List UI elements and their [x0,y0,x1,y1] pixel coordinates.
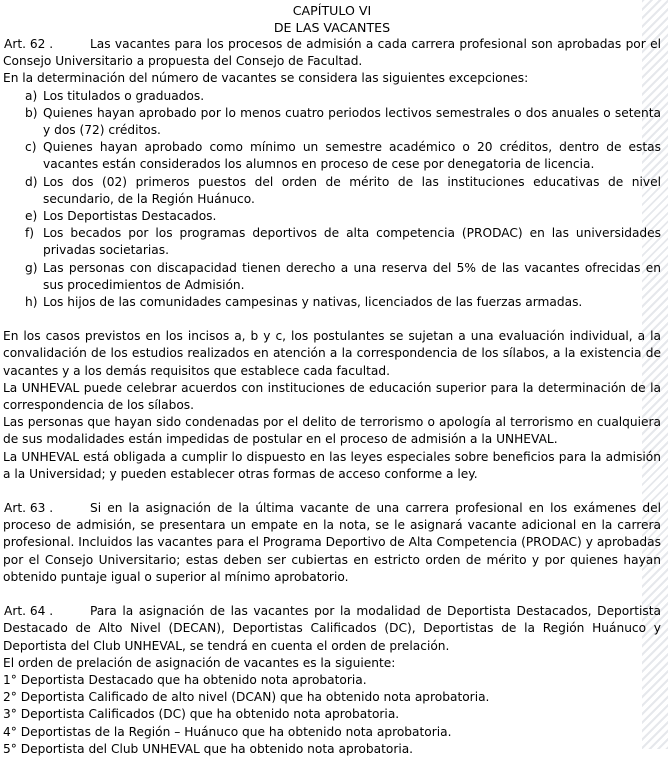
list-marker: g) [25,260,38,275]
chapter-subtitle: DE LAS VACANTES [273,20,391,35]
list-item [3,225,661,259]
list-item [3,260,661,294]
priority-line: 3° Deportista Calificados (DC) que ha obtenido nota aprobatoria. [3,707,400,722]
art63-label: Art. 63 . [4,501,54,516]
body-paragraph: En los casos previstos en los incisos a, b y c, los postulantes se sujetan a una evaluación individual, a la convalidación de los estudios realizados en atención a la correspondencia de los sílabos, a la existencia de vacantes y a los demás requisitos que establece cada facultad. [3,329,661,378]
priority-line: 4° Deportistas de la Región – Huánuco que ha obtenido nota aprobatoria. [3,724,452,739]
list-item-text: Los Deportistas Destacados. [43,209,217,224]
list-marker: h) [25,295,38,310]
chapter-title: CAPÍTULO VI [292,3,372,18]
list-item-text: Las personas con discapacidad tienen derecho a una reserva del 5% de las vacantes ofrecidas en sus procedimientos de Admisión. [43,260,661,292]
art63-paragraph [3,500,661,586]
list-item [3,139,661,173]
art64-paragraph [3,603,661,655]
priority-line: 2° Deportista Calificado de alto nivel (DCAN) que ha obtenido nota aprobatoria. [3,690,490,705]
art64-intro: El orden de prelación de asignación de vacantes es la siguiente: [3,655,396,670]
list-item [3,105,661,139]
list-marker: c) [25,140,37,155]
list-item-text: Los becados por los programas deportivos de alta competencia (PRODAC) en las universidades privadas societarias. [43,226,661,258]
list-item [3,88,661,105]
list-marker: d) [25,174,38,189]
list-marker: e) [25,209,38,224]
list-item-text: Quienes hayan aprobado por lo menos cuatro periodos lectivos semestrales o dos anuales o setenta y dos (72) créditos. [43,105,661,138]
priority-line: 5° Deportista del Club UNHEVAL que ha obtenido nota aprobatoria. [3,741,414,756]
priority-line: 1° Deportista Destacado que ha obtenido nota aprobatoria. [3,672,367,687]
body-paragraph: La UNHEVAL puede celebrar acuerdos con instituciones de educación superior para la determinación de la correspondencia de los sílabos. [3,380,661,413]
list-item-text: Quienes hayan aprobado como mínimo un semestre académico o 20 créditos, dentro de estas vacantes están considerados los alumnos en proceso de cese por denegatoria de licencia. [43,140,661,172]
art62-intro: En la determinación del número de vacantes se considera las siguientes excepciones: [3,71,529,86]
exceptions-list [3,88,661,312]
art64-label: Art. 64 . [4,604,54,619]
body-paragraph: Las personas que hayan sido condenadas por el delito de terrorismo o apología al terrorismo en cualquiera de sus modalidades están impedidas de postular en el proceso de admisión a la UNHEVAL. [3,415,661,447]
paragraph-gap [3,483,661,500]
art62-text: Las vacantes para los procesos de admisión a cada carrera profesional son aprobadas por el Consejo Universitario a propuesta del Consejo de Facultad. [3,37,661,69]
list-marker: a) [25,88,38,103]
list-item [3,294,661,311]
document-page [3,2,661,758]
list-item [3,208,661,225]
body-paragraph: La UNHEVAL está obligada a cumplir lo dispuesto en las leyes especiales sobre beneficios para la admisión a la Universidad; y pueden establecer otras formas de acceso conforme a ley. [3,449,661,481]
art64-text: Para la asignación de las vacantes por la modalidad de Deportista Destacados, Deportista Destacado de Alto Nivel (DECAN), Deportistas Calificados (DC), Deportistas de la Región Huánuco y Deportista del Club UNHEVAL, se tendrá en cuenta el orden de prelación. [3,604,661,653]
list-marker: b) [25,105,38,120]
list-marker: f) [25,226,35,241]
list-item-text: Los hijos de las comunidades campesinas y nativas, licenciados de las fuerzas armadas. [43,295,583,310]
art62-label: Art. 62 . [4,37,54,51]
paragraph-gap [3,586,661,603]
art63-text: Si en la asignación de la última vacante de una carrera profesional en los exámenes del proceso de admisión, se presentara un empate en la nota, se le asignará vacante adicional en la carrera profesional. Incluidos las vacantes para el Programa Deportivo de Alta Competencia (PRODAC) y aprobadas por el Consejo Universitario; estas deben ser cubiertas en estricto orden de mérito y por quienes hayan obtenido puntaje igual o superior al mínimo aprobatorio. [3,501,661,584]
list-item [3,174,661,208]
list-item-text: Los dos (02) primeros puestos del orden de mérito de las instituciones educativas de nivel secundario, de la Región Huánuco. [43,174,661,206]
list-item-text: Los titulados o graduados. [43,88,205,103]
art62-paragraph [3,36,661,70]
paragraph-gap [3,311,661,328]
